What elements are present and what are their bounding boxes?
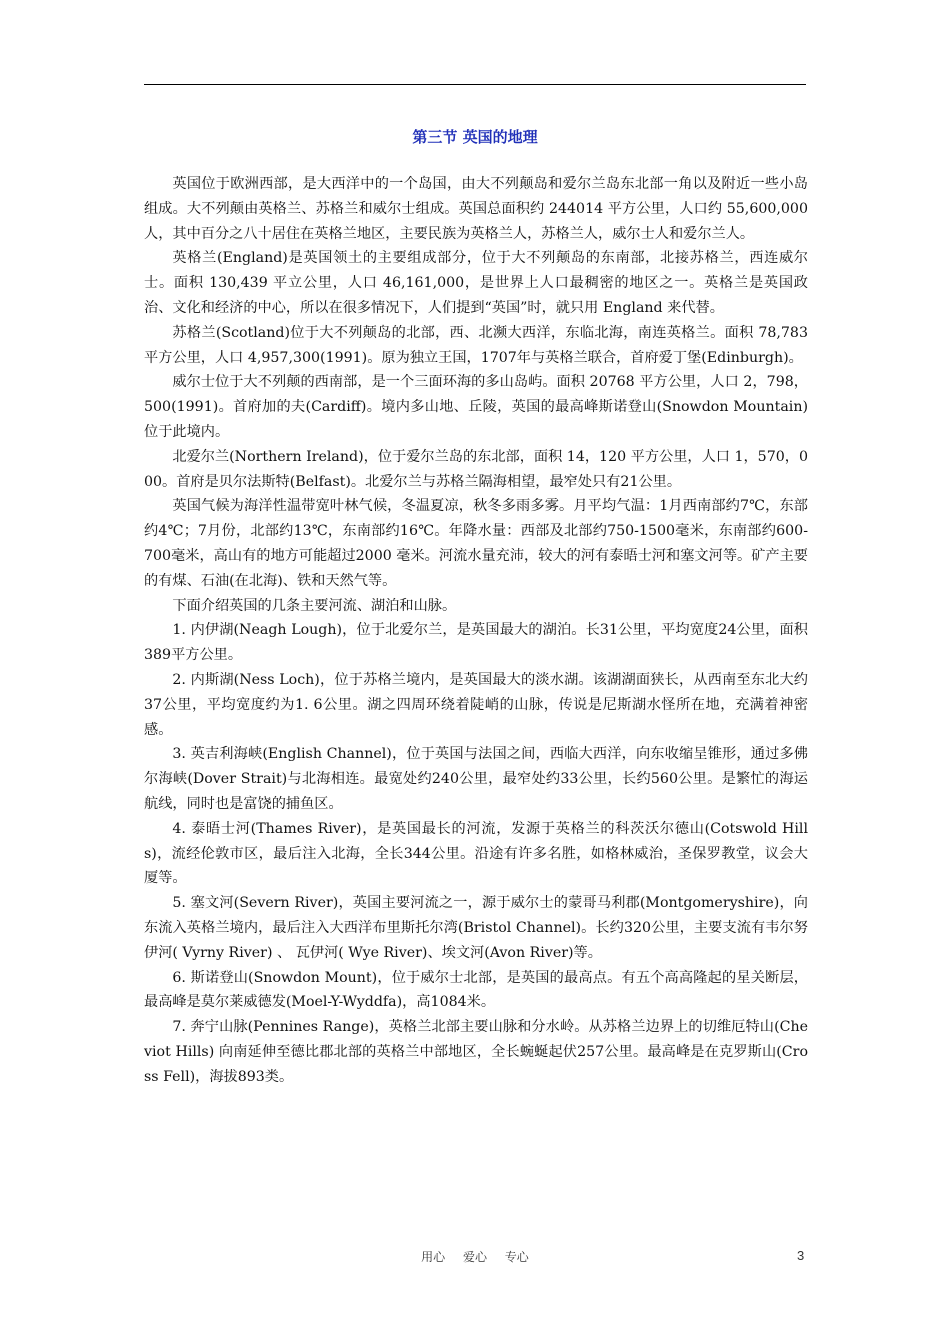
- list-item-snowdon: 6. 斯诺登山(Snowdon Mount)，位于威尔士北部，是英国的最高点。有五个高高隆起的星关断层，最高峰是莫尔莱威德发(Moel-Y-Wyddfa)，高1084米。: [144, 969, 808, 1011]
- paragraph-northern-ireland: 北爱尔兰(Northern Ireland)，位于爱尔兰岛的东北部，面积 14，120 平方公里，人口 1，570，000。首府是贝尔法斯特(Belfast)。北爱尔兰与苏格兰隔海相望，最窄处只有21公里。: [144, 448, 808, 490]
- paragraph-list-intro: 下面介绍英国的几条主要河流、湖泊和山脉。: [172, 597, 457, 614]
- body-text: [144, 172, 808, 1089]
- list-item-english-channel: 3. 英吉利海峡(English Channel)，位于英国与法国之间，西临大西洋，向东收缩呈锥形，通过多佛尔海峡(Dover Strait)与北海相连。最宽处约240公里，最窄处约33公里，长约560公里。是繁忙的海运航线，同时也是富饶的捕鱼区。: [144, 746, 808, 812]
- list-item-severn-river: 5. 塞文河(Severn River)，英国主要河流之一，源于威尔士的蒙哥马利郡(Montgomeryshire)，向东流入英格兰境内，最后注入大西洋布里斯托尔湾(Bristol Channel)。长约320公里，主要支流有韦尔努伊河( Vyrny River) 、 瓦伊河( Wye River)、埃文河(Avon River)等。: [144, 895, 808, 961]
- paragraph-england: 英格兰(England)是英国领土的主要组成部分，位于大不列颠岛的东南部，北接苏格兰，西连威尔士。面积 130,439 平立公里，人口 46,161,000，是世界上人口最稠密的地区之一。英格兰是英国政治、文化和经济的中心，所以在很多情况下，人们提到“英国”时，就只用 England 来代替。: [144, 250, 808, 316]
- list-item-pennines: 7. 奔宁山脉(Pennines Range)，英格兰北部主要山脉和分水岭。从苏格兰边界上的切维厄特山(Cheviot Hills) 向南延伸至德比郡北部的英格兰中部地区，全长蜿蜒起伏257公里。最高峰是在克罗斯山(Cross Fell)，海拔893类。: [144, 1019, 808, 1085]
- footer-motto: 用心 爱心 专心: [421, 1250, 529, 1264]
- paragraph-intro: 英国位于欧洲西部，是大西洋中的一个岛国，由大不列颠岛和爱尔兰岛东北部一角以及附近一些小岛组成。大不列颠由英格兰、苏格兰和威尔士组成。英国总面积约 244014 平方公里，人口约 55,600,000 人，其中百分之八十居住在英格兰地区，主要民族为英格兰人，苏格兰人，威尔士人和爱尔兰人。: [144, 176, 808, 242]
- list-item-neagh-lough: 1. 内伊湖(Neagh Lough)，位于北爱尔兰，是英国最大的湖泊。长31公里，平均宽度24公里，面积389平方公里。: [144, 622, 808, 664]
- paragraph-climate: 英国气候为海洋性温带宽叶林气候，冬温夏凉，秋冬多雨多雾。月平均气温：1月西南部约7℃，东部约4℃；7月份，北部约13℃，东南部约16℃。年降水量：西部及北部约750-1500毫米，东南部约600-700毫米，高山有的地方可能超过2000 毫米。河流水量充沛，较大的河有泰晤士河和塞文河等。矿产主要的有煤、石油(在北海)、铁和天然气等。: [144, 498, 808, 589]
- list-item-thames-river: 4. 泰晤士河(Thames River)，是英国最长的河流，发源于英格兰的科茨沃尔德山(Cotswold Hills)，流经伦敦市区，最后注入北海，全长344公里。沿途有许多名胜，如格林威治，圣保罗教堂，议会大厦等。: [144, 820, 808, 887]
- header-rule: [144, 84, 806, 85]
- page-number: 3: [797, 1248, 805, 1263]
- section-title: 第三节 英国的地理: [412, 128, 538, 146]
- paragraph-scotland: 苏格兰(Scotland)位于大不列颠岛的北部，西、北濒大西洋，东临北海，南连英格兰。面积 78,783 平方公里，人口 4,957,300(1991)。原为独立王国，1707年与英格兰联合，首府爱丁堡(Edinburgh)。: [144, 324, 808, 366]
- list-item-ness-loch: 2. 内斯湖(Ness Loch)，位于苏格兰境内，是英国最大的淡水湖。该湖湖面狭长，从西南至东北大约37公里，平均宽度约为1. 6公里。湖之四周环绕着陡峭的山脉，传说是尼斯湖水怪所在地，充满着神密感。: [144, 671, 808, 738]
- paragraph-wales: 威尔士位于大不列颠的西南部，是一个三面环海的多山岛屿。面积 20768 平方公里，人口 2，798，500(1991)。首府加的夫(Cardiff)。境内多山地、丘陵，英国的最高峰斯诺登山(Snowdon Mountain)位于此境内。: [144, 374, 808, 440]
